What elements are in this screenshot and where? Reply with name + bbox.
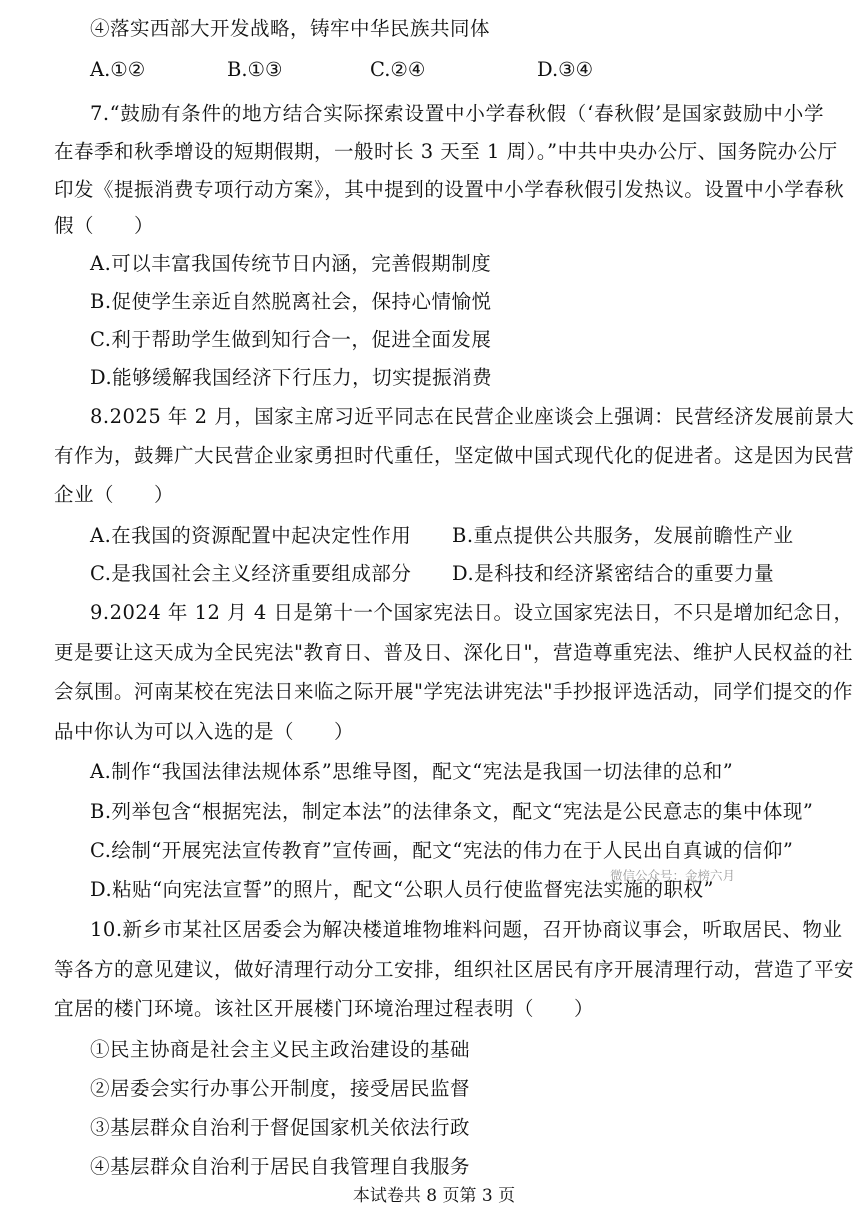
q7-option-c: C.利于帮助学生做到知行合一，促进全面发展 <box>90 328 492 351</box>
q8-option-a: A.在我国的资源配置中起决定性作用 <box>90 524 412 547</box>
q8-option-b: B.重点提供公共服务，发展前瞻性产业 <box>452 524 794 547</box>
q10-option-3: ③基层群众自治利于督促国家机关依法行政 <box>90 1116 471 1139</box>
q10-option-1: ①民主协商是社会主义民主政治建设的基础 <box>90 1038 471 1061</box>
q9-stem-line-4: 品中你认为可以入选的是（ ） <box>54 720 355 743</box>
q7-stem-line-4: 假（ ） <box>54 214 155 237</box>
q7-stem-line-3: 印发《提振消费专项行动方案》，其中提到的设置中小学春秋假引发热议。设置中小学春秋 <box>54 178 845 201</box>
q8-stem-line-1: 8.2025 年 2 月，国家主席习近平同志在民营企业座谈会上强调：民营经济发展前景大 <box>90 405 855 428</box>
q10-stem-line-3: 宜居的楼门环境。该社区开展楼门环境治理过程表明（ ） <box>54 997 595 1020</box>
q7-stem-line-2: 在春季和秋季增设的短期假期，一般时长 3 天至 1 周）。”中共中央办公厅、国务院办公厅 <box>54 140 838 163</box>
q9-option-c: C.绘制“开展宪法宣传教育”宣传画，配文“宪法的伟力在于人民出自真诚的信仰” <box>90 839 794 862</box>
q9-stem-line-3: 会氛围。河南某校在宪法日来临之际开展"学宪法讲宪法"手抄报评选活动，同学们提交的作 <box>54 680 853 703</box>
q10-option-2: ②居委会实行办事公开制度，接受居民监督 <box>90 1077 471 1100</box>
q6-choice-d: D.③④ <box>537 58 594 81</box>
q9-stem-line-2: 更是要让这天成为全民宪法"教育日、普及日、深化日"，营造尊重宪法、维护人民权益的社 <box>54 641 853 664</box>
q6-choice-a: A.①② <box>90 58 146 81</box>
q10-option-4: ④基层群众自治利于居民自我管理自我服务 <box>90 1155 471 1178</box>
q7-stem-line-1: 7.“鼓励有条件的地方结合实际探索设置中小学春秋假（‘春秋假’是国家鼓励中小学 <box>90 102 824 125</box>
q8-option-d: D.是科技和经济紧密结合的重要力量 <box>452 562 775 585</box>
page-footer: 本试卷共 8 页第 3 页 <box>352 1186 516 1206</box>
q7-option-b: B.促使学生亲近自然脱离社会，保持心情愉悦 <box>90 290 492 313</box>
q10-stem-line-1: 10.新乡市某社区居委会为解决楼道堆物堆料问题，召开协商议事会，听取居民、物业 <box>90 918 843 941</box>
q7-option-d: D.能够缓解我国经济下行压力，切实提振消费 <box>90 366 493 389</box>
q9-option-a: A.制作“我国法律法规体系”思维导图，配文“宪法是我国一切法律的总和” <box>90 760 734 783</box>
q7-option-a: A.可以丰富我国传统节日内涵，完善假期制度 <box>90 252 492 275</box>
q8-stem-line-3: 企业（ ） <box>54 483 175 506</box>
q8-option-c: C.是我国社会主义经济重要组成部分 <box>90 562 412 585</box>
watermark-text: 微信公众号：金榜六月 <box>610 868 736 883</box>
q6-choice-b: B.①③ <box>227 58 283 81</box>
q6-option-4: ④落实西部大开发战略，铸牢中华民族共同体 <box>90 17 491 40</box>
q9-option-b: B.列举包含“根据宪法，制定本法”的法律条文，配文“宪法是公民意志的集中体现” <box>90 800 814 823</box>
q9-stem-line-1: 9.2024 年 12 月 4 日是第十一个国家宪法日。设立国家宪法日，不只是增加纪念日， <box>90 601 854 624</box>
q6-choice-c: C.②④ <box>370 58 426 81</box>
q8-stem-line-2: 有作为，鼓舞广大民营企业家勇担时代重任，坚定做中国式现代化的促进者。这是因为民营 <box>54 444 855 467</box>
q9-option-d: D.粘贴“向宪法宣誓”的照片，配文“公职人员行使监督宪法实施的职权” <box>90 878 715 901</box>
q10-stem-line-2: 等各方的意见建议，做好清理行动分工安排，组织社区居民有序开展清理行动，营造了平安 <box>54 958 855 981</box>
